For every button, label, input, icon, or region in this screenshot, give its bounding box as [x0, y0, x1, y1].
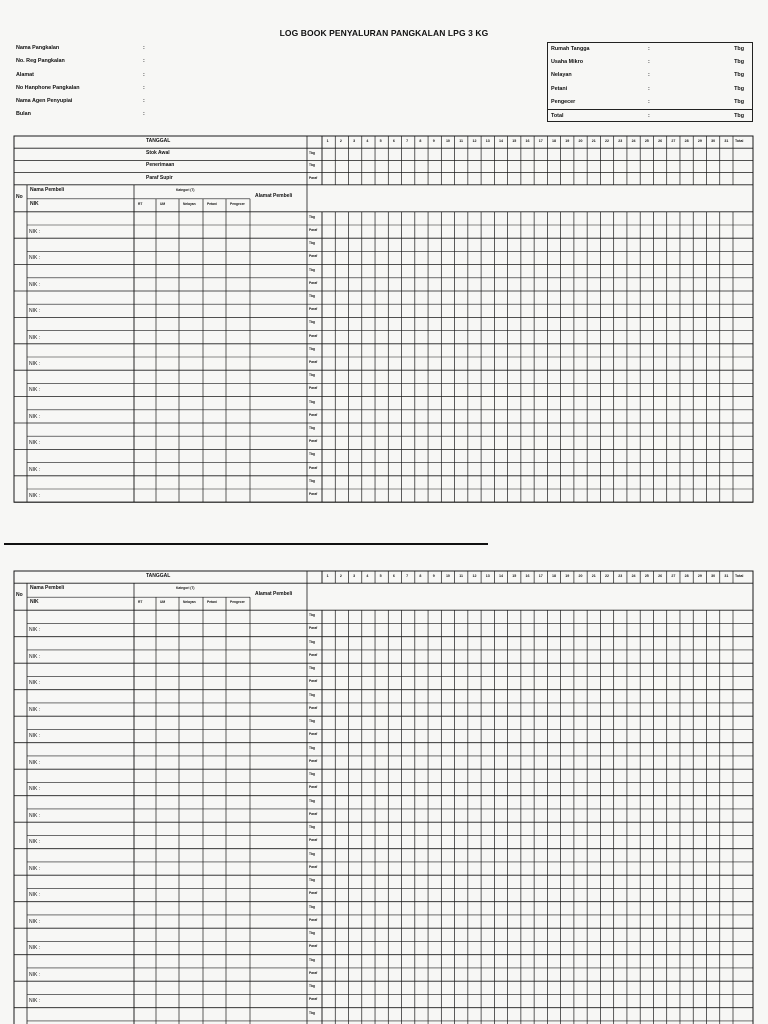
header-field-label: No Hanphone Pangkalan [16, 84, 80, 91]
tbg-label: Tbg [309, 267, 316, 272]
tbg-label: Tbg [309, 294, 316, 298]
paraf-label: Paraf [309, 944, 318, 949]
summary-colon: : [648, 59, 650, 66]
paraf-label: Paraf [309, 679, 318, 684]
nik-row-label: NIK : [29, 627, 41, 634]
alamat-pembeli-header: Alamat Pembeli [255, 591, 293, 598]
day-number: 5 [379, 574, 382, 578]
category-label: Nelayan [183, 201, 196, 206]
paraf-label: Paraf [309, 917, 318, 922]
day-number: 7 [406, 574, 409, 578]
summary-label: Pengecer [551, 98, 576, 105]
tbg-label: Tbg [309, 825, 316, 830]
table-border [14, 136, 753, 502]
tanggal-header: TANGGAL [146, 138, 171, 144]
summary-unit: Tbg [734, 46, 744, 52]
day-number: 16 [525, 139, 530, 143]
summary-unit: Tbg [734, 59, 744, 66]
day-number: 9 [432, 139, 435, 143]
day-number: 12 [472, 574, 477, 578]
summary-label: Petani [551, 85, 568, 92]
day-number: 28 [684, 139, 689, 143]
day-number: 25 [644, 574, 649, 578]
header-field-label: Nama Agen Penyupiai [16, 98, 73, 105]
header-field-label: Alamat [16, 71, 34, 78]
nik-row-label: NIK : [29, 971, 41, 978]
stok-awal-label: Stok Awal [146, 150, 170, 157]
paraf-label: Paraf [309, 175, 318, 180]
summary-colon: : [648, 85, 650, 92]
tbg-label: Tbg [309, 719, 316, 724]
nik-row-label: NIK : [29, 229, 41, 235]
paraf-label: Paraf [309, 758, 318, 763]
tbg-label: Tbg [309, 399, 316, 404]
paraf-label: Paraf [309, 360, 318, 364]
tbg-label: Tbg [309, 798, 316, 803]
tbg-label: Tbg [309, 426, 316, 430]
day-number: 30 [711, 574, 716, 578]
day-number: 9 [432, 574, 435, 578]
day-number: 3 [353, 139, 356, 143]
day-number: 21 [591, 139, 596, 143]
page-title: LOG BOOK PENYALURAN PANGKALAN LPG 3 KG [279, 28, 489, 38]
header-field-label: Nama Pangkalan [16, 45, 60, 51]
day-number: 29 [697, 139, 702, 143]
tbg-label: Tbg [309, 1010, 316, 1015]
summary-label: Nelayan [551, 72, 572, 79]
header-field-label: Bulan [16, 111, 31, 118]
paraf-label: Paraf [309, 386, 318, 391]
day-number: 7 [406, 139, 409, 143]
nik-row-label: NIK : [29, 733, 41, 740]
paraf-label: Paraf [309, 732, 318, 737]
tbg-label: Tbg [309, 745, 316, 750]
nik-row-label: NIK : [29, 440, 41, 447]
day-number: 14 [498, 139, 503, 143]
nik-row-label: NIK : [29, 334, 41, 341]
paraf-label: Paraf [309, 412, 318, 417]
paraf-label: Paraf [309, 785, 318, 790]
summary-unit: Tbg [734, 85, 744, 92]
penerimaan-label: Penerimaan [146, 162, 175, 169]
nik-row-label: NIK : [29, 918, 41, 925]
day-number: 4 [366, 574, 369, 578]
paraf-label: Paraf [309, 626, 318, 631]
day-number: 10 [445, 574, 450, 578]
day-number: 19 [565, 574, 570, 578]
nik-row-label: NIK : [29, 945, 41, 952]
header-field-colon: : [143, 98, 145, 105]
nik-row-label: NIK : [29, 759, 41, 766]
page-divider [4, 543, 488, 545]
day-number: 12 [472, 139, 477, 143]
day-number: 1 [326, 139, 329, 143]
day-number: 6 [392, 139, 395, 143]
day-number: 23 [618, 574, 623, 578]
day-number: 26 [658, 574, 663, 578]
header-field-colon: : [143, 84, 145, 91]
header-field-colon: : [143, 58, 145, 65]
paraf-label: Paraf [309, 891, 318, 896]
nik-row-label: NIK : [29, 361, 41, 367]
day-number: 17 [538, 574, 543, 578]
paraf-label: Paraf [309, 254, 318, 259]
summary-unit: Tbg [734, 98, 744, 105]
day-number: 28 [684, 574, 689, 578]
tbg-label: Tbg [309, 851, 316, 856]
nik-row-label: NIK : [29, 255, 41, 262]
paraf-label: Paraf [309, 333, 318, 338]
nik-row-label: NIK : [29, 281, 41, 288]
paraf-label: Paraf [309, 465, 318, 470]
paraf-label: Paraf [309, 970, 318, 975]
header-field-colon: : [143, 45, 145, 51]
tbg-label: Tbg [309, 320, 316, 325]
nik-row-label: NIK : [29, 387, 41, 394]
nik-row-label: NIK : [29, 839, 41, 846]
day-number: 17 [538, 139, 543, 143]
day-number: 11 [459, 139, 464, 143]
category-label: Pengecer [230, 201, 245, 206]
tbg-label: Tbg [309, 373, 316, 378]
category-label: Pengecer [230, 600, 245, 605]
day-number: 22 [605, 574, 610, 578]
day-number: 13 [485, 139, 490, 143]
day-number: 4 [366, 139, 369, 143]
day-number: 22 [605, 139, 610, 143]
day-number: 27 [671, 139, 676, 143]
category-label: Petani [207, 600, 217, 605]
day-number: 31 [724, 574, 729, 578]
summary-label: Usaha Mikro [551, 59, 584, 66]
day-number: 31 [724, 139, 729, 143]
day-number: 3 [353, 574, 356, 578]
tbg-label: Tbg [309, 613, 316, 618]
tbg-label: Tbg [309, 452, 316, 457]
category-label: Nelayan [183, 600, 196, 605]
day-number: 10 [445, 139, 450, 143]
day-number: 19 [565, 139, 570, 143]
paraf-supir-label: Paraf Supir [146, 174, 173, 181]
nik-row-label: NIK : [29, 653, 41, 660]
day-number: 30 [711, 139, 716, 143]
paraf-label: Paraf [309, 307, 318, 312]
day-number: 13 [485, 574, 490, 578]
day-number: 23 [618, 139, 623, 143]
nik-row-label: NIK : [29, 706, 41, 713]
summary-unit: Tbg [734, 112, 744, 119]
category-label: Petani [207, 201, 217, 206]
summary-unit: Tbg [734, 72, 744, 79]
nik-row-label: NIK : [29, 812, 41, 819]
paraf-label: Paraf [309, 280, 318, 285]
day-number: 27 [671, 574, 676, 578]
day-number: 26 [658, 139, 663, 143]
nik-row-label: NIK : [29, 865, 41, 872]
summary-colon: : [648, 46, 650, 52]
tbg-label: Tbg [309, 957, 316, 962]
paraf-label: Paraf [309, 811, 318, 816]
summary-colon: : [648, 98, 650, 105]
day-number: 2 [339, 574, 342, 578]
category-label: UM [160, 201, 166, 206]
category-label: RT [138, 201, 143, 206]
nama-pembeli-header: Nama Pembeli [30, 186, 65, 193]
no-header: No [16, 193, 23, 200]
summary-label: Total [551, 112, 564, 119]
day-number: 20 [578, 574, 583, 578]
paraf-label: Paraf [309, 652, 318, 657]
day-number: 24 [631, 139, 636, 143]
nik-row-label: NIK : [29, 413, 41, 420]
tbg-label: Tbg [309, 346, 316, 351]
nik-row-label: NIK : [29, 680, 41, 687]
tbg-label: Tbg [309, 772, 316, 777]
tbg-label: Tbg [309, 931, 316, 936]
day-number: 2 [339, 139, 342, 143]
day-number: 6 [392, 574, 395, 578]
nik-row-label: NIK : [29, 786, 41, 793]
nama-pembeli-header: Nama Pembeli [30, 585, 65, 592]
paraf-label: Paraf [309, 228, 318, 232]
alamat-pembeli-header: Alamat Pembeli [255, 192, 293, 199]
day-number: 20 [578, 139, 583, 143]
paraf-label: Paraf [309, 997, 318, 1002]
total-header: Total [735, 574, 744, 578]
day-number: 15 [512, 139, 517, 143]
nik-row-label: NIK : [29, 308, 41, 315]
nik-row-label: NIK : [29, 466, 41, 473]
no-header: No [16, 592, 23, 599]
day-number: 18 [552, 574, 557, 578]
tbg-label: Tbg [309, 163, 316, 168]
table-border [14, 571, 753, 1024]
summary-label: Rumah Tangga [551, 46, 590, 52]
day-number: 24 [631, 574, 636, 578]
tbg-label: Tbg [309, 904, 316, 909]
summary-colon: : [648, 72, 650, 79]
day-number: 15 [512, 574, 517, 578]
paraf-label: Paraf [309, 864, 318, 869]
day-number: 25 [644, 139, 649, 143]
tbg-label: Tbg [309, 639, 316, 644]
nik-header: NIK [30, 599, 39, 606]
nik-row-label: NIK : [29, 493, 41, 499]
tbg-label: Tbg [309, 151, 316, 156]
header-field-colon: : [143, 111, 145, 118]
tbg-label: Tbg [309, 214, 316, 219]
summary-colon: : [648, 112, 650, 119]
tbg-label: Tbg [309, 984, 316, 989]
kategori-header: Kategori (T) [176, 586, 195, 591]
total-header: Total [735, 139, 744, 143]
day-number: 21 [591, 574, 596, 578]
day-number: 16 [525, 574, 530, 578]
day-number: 18 [552, 139, 557, 143]
day-number: 5 [379, 139, 382, 143]
paraf-label: Paraf [309, 838, 318, 843]
kategori-header: Kategori (T) [176, 187, 195, 192]
paraf-label: Paraf [309, 492, 318, 496]
header-field-label: No. Reg Pangkalan [16, 58, 65, 65]
day-number: 8 [419, 139, 422, 143]
day-number: 8 [419, 574, 422, 578]
day-number: 29 [697, 574, 702, 578]
tanggal-header: TANGGAL [146, 573, 171, 579]
header-field-colon: : [143, 71, 145, 78]
tbg-label: Tbg [309, 241, 316, 246]
nik-row-label: NIK : [29, 998, 41, 1005]
nik-header: NIK [30, 200, 39, 207]
category-label: UM [160, 600, 166, 605]
paraf-label: Paraf [309, 439, 318, 444]
day-number: 11 [459, 574, 464, 578]
paraf-label: Paraf [309, 705, 318, 710]
category-label: RT [138, 600, 143, 605]
day-number: 14 [498, 574, 503, 578]
tbg-label: Tbg [309, 878, 316, 883]
day-number: 1 [326, 574, 329, 578]
tbg-label: Tbg [309, 692, 316, 697]
tbg-label: Tbg [309, 478, 316, 483]
nik-row-label: NIK : [29, 892, 41, 899]
tbg-label: Tbg [309, 666, 316, 671]
